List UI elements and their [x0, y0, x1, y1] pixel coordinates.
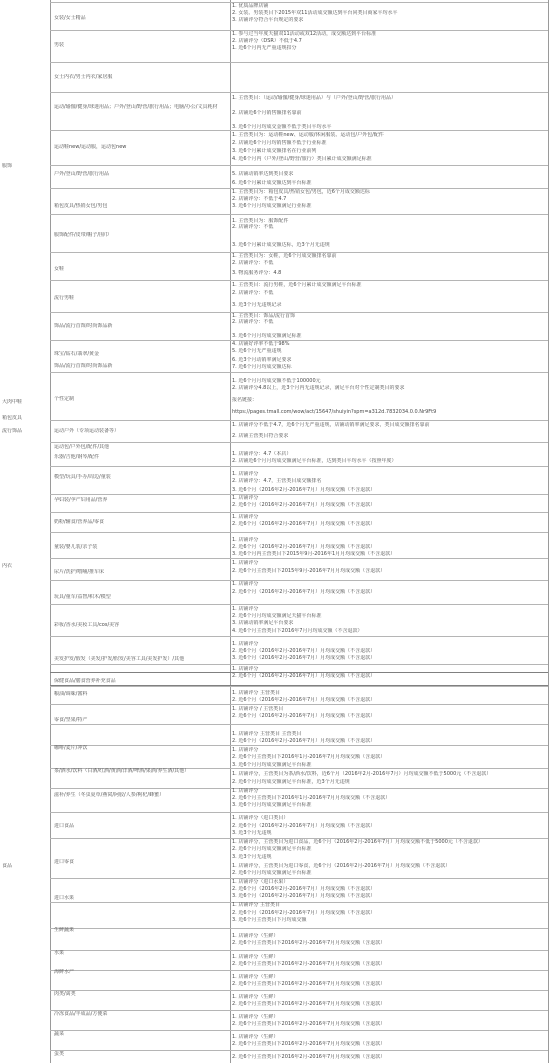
- requirement-line: 2. 店铺评分4.8以上，近3个月内无违规记录，满足平台对个性定制类目的要求: [232, 385, 405, 391]
- requirement-line: 1. 店铺评分 / 主营类目: [232, 706, 284, 712]
- requirement-line: 2. 近6个月主营类目下2016年2月-2016年7月月均成交额（含退款）: [232, 1021, 386, 1027]
- section-label: 箱包皮具: [2, 415, 23, 421]
- requirement-line: 2. 近6个月主营类目下2016年2月-2016年7月月均成交额（含退款）: [232, 940, 386, 946]
- requirement-line: 1. 店铺评分 主营类目: [232, 690, 280, 696]
- requirement-line: 1. 店铺评分：4.7（本店）: [232, 451, 292, 457]
- requirement-line: 1. 店铺评分，主营类目为茶/酒水/饮料，近6个月（2016年2月-2016年7月）月均成交额不低于5000元（不含退款）: [232, 771, 492, 777]
- requirement-line: 2. 近6个月主营类目下2016年2月-2016年7月月均成交额（含退款）: [232, 961, 386, 967]
- category-label: 运动户外（专项运动装备等）: [54, 428, 120, 434]
- requirement-line: 1. 店铺评分: [232, 495, 259, 501]
- requirement-line: 2. 近6个月月均成交额满足平台标准: [232, 846, 312, 852]
- category-label: 零食/坚果/特产: [54, 717, 88, 723]
- requirement-line: 1. 店铺评分（进口水果）: [232, 879, 289, 885]
- row-divider: [50, 724, 548, 725]
- category-label: 女士内衣/男士内衣/家居服: [54, 74, 113, 80]
- requirement-line: 2. 店铺评分：不低: [232, 319, 274, 325]
- requirement-line: 4. 近6个月主营类目下2016年7月月均成交额（不含退款）: [232, 628, 363, 634]
- category-label: 水果: [54, 950, 65, 956]
- requirement-line: 3. 近6个月（2016年2月-2016年7月）月均成交额（不含退款）: [232, 655, 376, 661]
- requirement-line: 3. 近6个月（2016年2月-2016年7月）月均成交额（不含退款）: [232, 893, 376, 899]
- section-label: 内衣: [2, 563, 13, 569]
- requirement-line: 2. 店铺评分：不低: [232, 224, 274, 230]
- requirement-line: 2. 店铺评分：不低: [232, 290, 274, 296]
- requirement-line: 3. 近3个月无违规记录: [232, 302, 282, 308]
- requirement-line: 2. 近6个月（2016年2月-2016年7月）月均成交额（不含退款）: [232, 697, 376, 703]
- category-label: 进口水果: [54, 895, 75, 901]
- requirement-line: 2. 店铺评分（DSR）不低于4.7: [232, 38, 302, 44]
- requirement-line: 2. 近6个月主营类目下2016年2月-2016年7月月均成交额（含退款）: [232, 1054, 386, 1060]
- row-divider: [50, 686, 548, 687]
- requirement-line: 1. 主营类目：（运动/瑜伽/健身/球迷用品）与（户外/登山/野营/旅行用品）: [232, 95, 396, 101]
- row-divider: [50, 636, 548, 637]
- requirement-line: 3. 近6个月内主营类目下2015年9月-2016年1月月均成交额（不含退款）: [232, 551, 396, 557]
- row-divider: [50, 420, 548, 421]
- requirement-line: 1. 店铺评分（生鲜）: [232, 933, 279, 939]
- row-divider: [50, 604, 548, 605]
- requirement-line: 1. 主营类目为：服饰配件: [232, 218, 289, 224]
- category-label: 服饰配件/皮带/帽子/围巾: [54, 232, 110, 238]
- section-label: 食品: [2, 863, 13, 869]
- requirement-line: 4. 店铺好评率不低于98%: [232, 341, 290, 347]
- requirement-line: 2. 近6个月月均成交额满足平台标准: [232, 870, 312, 876]
- category-label: 流行男鞋: [54, 295, 75, 301]
- requirement-line: 4. 近6个月内（户外/登山/野营/旅行）类目累计成交额满足标准: [232, 156, 372, 162]
- requirement-line: 1. 主营类目：饰品/流行首饰: [232, 313, 296, 319]
- requirement-line: 1. 店铺评分（进口类目）: [232, 815, 289, 821]
- category-label: 童装/婴儿装/亲子装: [54, 544, 98, 550]
- column-divider: [548, 0, 549, 1063]
- requirement-line: 1. 店铺评分（生鲜）: [232, 974, 279, 980]
- requirement-line: 2. 近6个月（2016年2月-2016年7月）月均成交额（不含退款）: [232, 886, 376, 892]
- requirement-line: 2. 近6个月（2016年2月-2016年7月）月均成交额（不含退款）: [232, 544, 376, 550]
- requirement-line: 3. 物流服务评分：4.8: [232, 270, 282, 276]
- requirement-line: 2. 近6个月主营类目下2016年2月-2016年7月月均成交额（含退款）: [232, 1001, 386, 1007]
- requirement-line: 2. 店铺评分：4.7，主营类目成交额排名: [232, 478, 322, 484]
- requirement-line: 2. 近6个月月均成交额满足天猫平台标准: [232, 613, 322, 619]
- category-label: 滋补/养生（冬虫夏草/燕窝/阿胶/人参/枸杞/蜂蜜）: [54, 792, 165, 798]
- requirement-line: 1. 店铺评分: [232, 747, 259, 753]
- requirement-line: 1. 店铺评分: [232, 606, 259, 612]
- section-label: 服饰: [2, 163, 13, 169]
- requirement-line: 2. 店铺近6个月销售额排名靠前: [232, 110, 302, 116]
- requirement-line: 2. 女装、男装类目下2015年双11活动成交额达到平台同类目商家平均水平: [232, 10, 398, 16]
- row-divider: [50, 512, 548, 513]
- section-label: 流行饰品: [2, 428, 23, 434]
- requirement-line: 7. 近6个月月均成交额达标: [232, 364, 292, 370]
- section-label: 大肉中鞋: [2, 399, 23, 405]
- requirement-line: 2. 近6个月主营类目下2016年1月-2016年7月月均成交额（含退款）: [232, 754, 386, 760]
- requirement-line: 1. 店铺评分 主营类目: [232, 902, 280, 908]
- requirement-line: 2. 店铺评分：不低于4.7: [232, 196, 287, 202]
- requirement-line: 2. 店铺评分：不低: [232, 260, 274, 266]
- requirement-line: 3. 近6个月月均成交额满足标准: [232, 333, 302, 339]
- requirement-line: 报名链接：: [232, 397, 258, 403]
- category-label: 女装/女士精品: [54, 15, 86, 21]
- category-label: 彩妆/香水/美妆工具/cos/美容: [54, 622, 120, 628]
- requirement-line: 2. 近6个月主营类目下2016年2月-2016年7月月均成交额（含退款）: [232, 1041, 386, 1047]
- requirement-line: 2. 近6个月（2016年2月-2016年7月）月均成交额（不含退款）: [232, 673, 376, 679]
- requirement-line: 1. 店铺评分: [232, 560, 259, 566]
- requirement-line: 2. 近6个月月均成交额满足平台标准，近3个月无违规: [232, 779, 350, 785]
- category-label: 饰品/流行首饰/时尚饰品新: [54, 363, 113, 369]
- category-label: 海鲜水产: [54, 969, 75, 975]
- requirement-line: 1. 主营类目：流行男鞋，近6个月累计成交额满足平台标准: [232, 282, 362, 288]
- row-divider: [50, 812, 548, 813]
- requirement-line: 3. 店铺评分符合平台规定的要求: [232, 17, 304, 23]
- category-label: 进口食品: [54, 823, 75, 829]
- requirement-line: https://pages.tmall.com/wow/act/15647/shuiyin?spm=a312d.7832034.0.0.Nr9Ft9: [232, 409, 437, 415]
- category-label: 美发护发/假发（美发/护发/假发/美容工具/美发护发）/其他: [54, 656, 185, 662]
- category-label: 模型/玩具/手办/周边/童装: [54, 474, 111, 480]
- category-label: 女鞋: [54, 266, 65, 272]
- requirement-line: 2. 近6个月主营类目下2016年1月-2016年7月月均成交额（不含退款）: [232, 795, 391, 801]
- category-label: 茶/酒水/饮料（白酒/红酒/黄酒/洋酒/啤酒/果酒/养生酒/其他）: [54, 768, 190, 774]
- requirement-line: 2. 近6个月（2016年2月-2016年7月）月均成交额（不含退款）: [232, 713, 376, 719]
- category-label: 箱包皮具/热销女包/男包: [54, 203, 108, 209]
- requirement-line: 3. 近6个月累计成交额排名在行业前列: [232, 148, 317, 154]
- category-label: 冷冻食品/半成品/方便菜: [54, 1011, 108, 1017]
- requirement-line: 1. 参与过当年度天猫双11活动或双12活动，成交额达到平台标准: [232, 31, 377, 37]
- requirement-line: 3. 近6个月月均成交金额不低于类目平均水平: [232, 124, 332, 130]
- requirement-line: 2. 近6个月（2016年2月-2016年7月）月均成交额（不含退款）: [232, 521, 376, 527]
- requirement-line: 3. 近3个月无违规: [232, 854, 272, 860]
- category-label: 户外/登山/野营/旅行用品: [54, 171, 110, 177]
- requirement-line: 1. 店铺评分（生鲜）: [232, 954, 279, 960]
- category-label: 肉类/禽类: [54, 991, 76, 997]
- requirement-line: 3. 近6个月月均成交额满足平台标准: [232, 802, 312, 808]
- requirement-line: 3. 近6个月月均成交额满足行业标准: [232, 203, 312, 209]
- row-divider: [50, 62, 548, 63]
- category-label: 奶粉/辅食/营养品/零食: [54, 519, 105, 525]
- category-label: 咖啡/麦片/冲饮: [54, 745, 88, 751]
- category-label: 生鲜蔬果: [54, 927, 75, 933]
- row-divider: [50, 704, 548, 705]
- category-label: 运动/瑜伽/健身/球迷用品；户外/登山/野营/旅行用品；电脑/办公/文具耗材: [54, 104, 218, 110]
- requirement-line: 1. 主营类目为：女鞋，近6个月成交额排名靠前: [232, 253, 337, 259]
- requirement-line: 1. 店铺评分（生鲜）: [232, 994, 279, 1000]
- requirement-line: 2. 近6个月（2016年2月-2016年7月）月均成交额（不含退款）: [232, 823, 376, 829]
- requirement-line: 3. 店铺动销率满足平台要求: [232, 620, 294, 626]
- requirement-line: 2. 近6个月（2016年2月-2016年7月）月均成交额（不含退款）: [232, 738, 376, 744]
- row-divider: [50, 558, 548, 559]
- row-divider: [50, 372, 548, 373]
- requirement-line: 2. 近6个月主营类目下2015年9月-2016年7月月均成交额（含退款）: [232, 568, 386, 574]
- requirement-line: 1. 店铺评分: [232, 641, 259, 647]
- category-label: 男装: [54, 42, 65, 48]
- requirement-line: 2. 店铺近6个月月均成交额满足平台标准，达到类目平均水平（按照年度）: [232, 458, 397, 464]
- requirement-line: 1. 店铺评分: [232, 537, 259, 543]
- requirement-line: 1. 近6个月内无严重违规扣分: [232, 45, 297, 51]
- requirement-line: 2. 近6个月主营类目下2016年2月-2016年7月月均成交额（含退款）: [232, 981, 386, 987]
- requirement-line: 1. 店铺评分: [232, 514, 259, 520]
- requirement-line: 1. 主营类目为：箱包皮具/热销女包/男包，近6个月成交额达标: [232, 189, 370, 195]
- requirement-line: 1. 店铺评分 主营类目 主营类目: [232, 731, 302, 737]
- requirement-line: 5. 店铺动销率达到类目要求: [232, 171, 294, 177]
- requirement-line: 1. 店铺评分，主营类目为进口零食，近6个月（2016年2月-2016年7月）月均成交额（不含退款）: [232, 863, 451, 869]
- requirement-line: 1. 店铺评分，主营类目为进口食品，近6个月（2016年2月-2016年7月）月均成交额不低于5000元（不含退款）: [232, 839, 483, 845]
- requirement-line: 3. 近3个月无违规: [232, 830, 272, 836]
- row-divider: [50, 280, 548, 281]
- requirement-line: 1. 店铺评分: [232, 666, 259, 672]
- category-label: 尿片/洗护/喂哺/推车床: [54, 569, 105, 575]
- row-divider: [50, 664, 548, 665]
- category-label: 饰品/流行首饰/时尚饰品新: [54, 323, 113, 329]
- row-divider: [50, 214, 548, 215]
- requirement-line: 2. 近6个月（2016年2月-2016年7月）月均成交额（不含退款）: [232, 589, 376, 595]
- row-divider: [50, 442, 548, 443]
- row-divider: [50, 685, 548, 686]
- requirement-line: 1. 优质品牌店铺: [232, 3, 269, 9]
- category-label: 孕妇装/孕产妇用品/营养: [54, 497, 108, 503]
- requirement-line: 1. 主营类目为：运动鞋new、运动服/休闲服装、运动包/户外包/配件: [232, 132, 384, 138]
- requirement-line: 2. 近6个月（2016年2月-2016年7月）月均成交额（不含退款）: [232, 648, 376, 654]
- requirement-line: 2. 近6个月（2016年2月-2016年7月）月均成交额（不含退款）: [232, 910, 376, 916]
- requirement-line: 1. 店铺评分不低于4.7，近6个月无严重违规，店铺动销率满足要求，类目成交额排名靠前: [232, 422, 430, 428]
- category-label: 乐器/吉他/钢琴/配件: [54, 454, 100, 460]
- row-divider: [50, 165, 548, 166]
- category-label: 个性定制: [54, 396, 75, 402]
- requirement-line: 1. 店铺评分: [232, 471, 259, 477]
- category-label: 蔬菜: [54, 1031, 65, 1037]
- requirement-line: 6. 近6个月累计成交额达到平台标准: [232, 180, 312, 186]
- category-label: 蛋类: [54, 1051, 65, 1057]
- row-divider: [50, 532, 548, 533]
- category-label: 玩具/童车/益智/积木/模型: [54, 594, 111, 600]
- category-label: 运动包/户外包/配件/其他: [54, 444, 110, 450]
- requirement-line: 5. 近6个月无严重违规: [232, 348, 282, 354]
- requirement-line: 1. 店铺评分（生鲜）: [232, 1014, 279, 1020]
- row-divider: [50, 466, 548, 467]
- row-divider: [50, 130, 548, 131]
- requirement-line: 3. 近6个月主营类目下月均成交额: [232, 917, 307, 923]
- requirement-line: 3. 近6个月累计成交额达标，近3个月无违规: [232, 242, 330, 248]
- requirement-line: 6. 近3个月动销率满足要求: [232, 357, 292, 363]
- requirement-line: 3. 近6个月月均成交额满足平台标准: [232, 762, 312, 768]
- category-label: 保健食品/膳食营养补充食品: [54, 678, 116, 684]
- requirement-line: 1. 店铺评分: [232, 788, 259, 794]
- requirement-line: 1. 近6个月月均成交额不低于100000元: [232, 378, 321, 384]
- category-label: 粮油/调味/酱料: [54, 691, 88, 697]
- requirement-line: 2. 近6个月（2016年2月-2016年7月）月均成交额（不含退款）: [232, 502, 376, 508]
- requirement-line: 1. 店铺评分: [232, 581, 259, 587]
- category-label: 进口零食: [54, 859, 75, 865]
- category-label: 珠宝/钻石/翡翠/黄金: [54, 351, 100, 357]
- requirement-line: 3. 近6个月（2016年2月-2016年7月）月均成交额（不含退款）: [232, 487, 376, 493]
- requirement-line: 2. 店铺主营类目符合要求: [232, 433, 289, 439]
- requirement-line: 2. 店铺近6个月月均销售额不低于行业标准: [232, 140, 327, 146]
- row-divider: [50, 92, 548, 93]
- requirement-line: 1. 店铺评分（生鲜）: [232, 1034, 279, 1040]
- category-label: 运动鞋new/运动服，运动包new: [54, 144, 127, 150]
